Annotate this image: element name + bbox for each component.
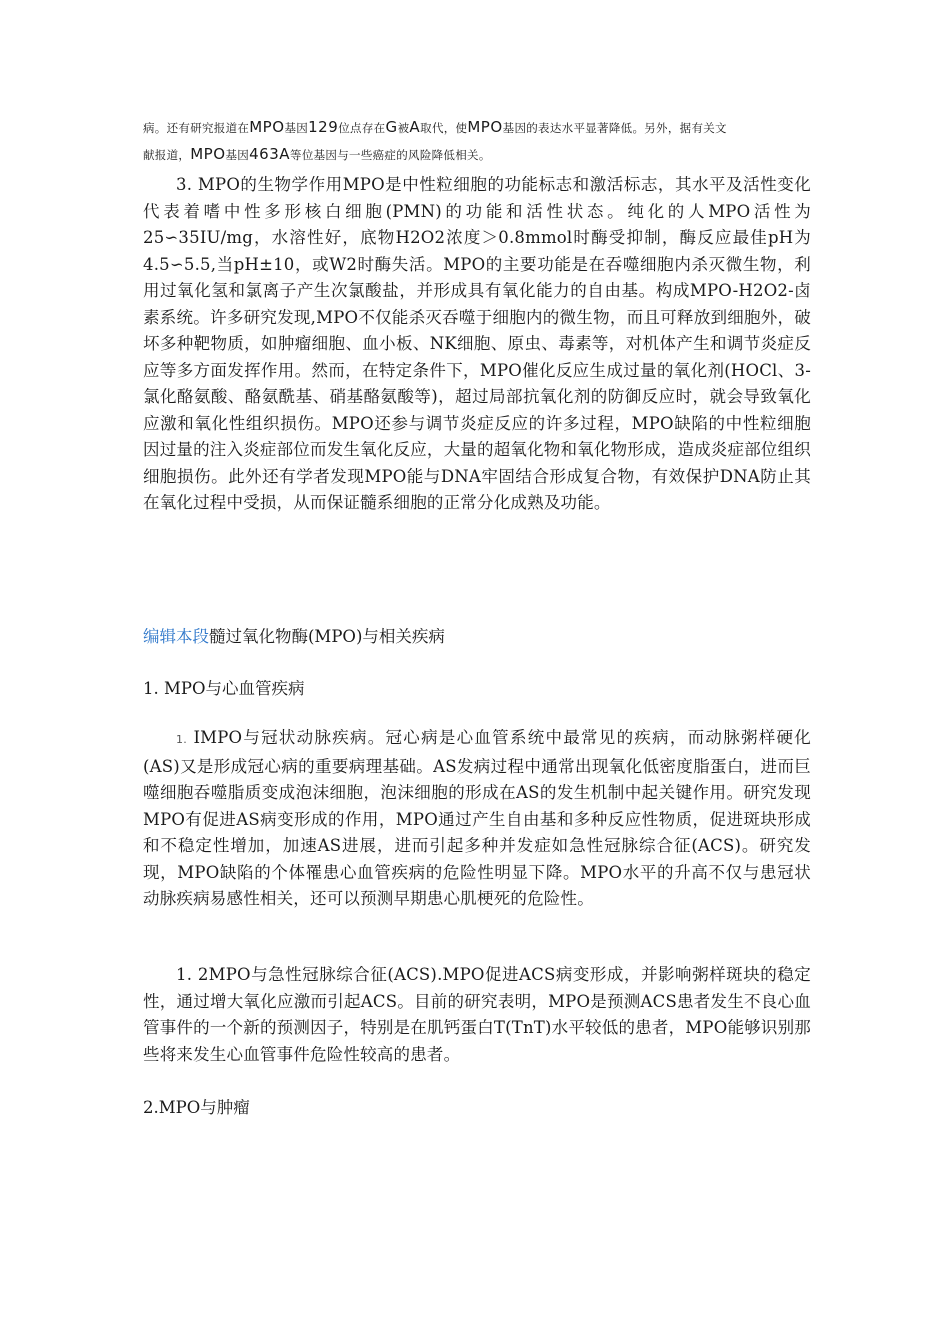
acs-paragraph: 1. 2MPO与急性冠脉综合征(ACS).MPO促进ACS病变形成，并影响粥样斑块的稳定性，通过增大氧化应激而引起ACS。目前的研究表明，MPO是预测ACS患者发生不良心血管事件的一个新的预测因子，特别是在肌钙蛋白T(TnT)水平较低的患者，MPO能够识别那些将来发生心血管事件危险性较高的患者。 xyxy=(143,965,811,1064)
intro-text: 基因的表达水平显著降低。另外，据有关文 xyxy=(502,121,727,135)
section-3-paragraph: 3. MPO的生物学作用MPO是中性粒细胞的功能标志和激活标志，其水平及活性变化代表着嗜中性多形核白细胞(PMN)的功能和活性状态。纯化的人MPO活性为25∽35IU/mg，水溶性好，底物H2O2浓度＞0.8mmol时酶受抑制，酶反应最佳pH为4.5∽5.5,当pH±10，或W2时酶失活。MPO的主要功能是在吞噬细胞内杀灭微生物，利用过氧化氢和氯离子产生次氯酸盐，并形成具有氧化能力的自由基。构成MPO-H2O2-卤素系统。许多研究发现,MPO不仅能杀灭吞噬于细胞内的微生物，而且可释放到细胞外，破坏多种靶物质，如肿瘤细胞、血小板、NK细胞、原虫、毒素等，对机体产生和调节炎症反应等多方面发挥作用。然而，在特定条件下，MPO催化反应生成过量的氧化剂(HOCl、3-氯化酪氨酸、酪氨酰基、硝基酪氨酸等)，超过局部抗氧化剂的防御反应时，就会导致氧化应激和氧化性组织损伤。MPO还参与调节炎症反应的许多过程，MPO缺陷的中性粒细胞因过量的注入炎症部位而发生氧化反应，大量的超氧化物和氧化物形成，造成炎症部位组织细胞损伤。此外还有学者发现MPO能与DNA牢固结合形成复合物，有效保护DNA防止其在氧化过程中受损，从而保证髓系细胞的正常分化成熟及功能。 xyxy=(143,175,811,512)
intro-text: 等位基因与一些癌症的风险降低相关。 xyxy=(290,148,491,162)
list-number: 1. xyxy=(176,733,187,746)
base-a: A xyxy=(409,118,421,136)
section-title: 髓过氧化物酶(MPO)与相关疾病 xyxy=(209,627,445,646)
section-heading xyxy=(143,624,445,650)
intro-text: 基因 xyxy=(284,121,309,135)
subheading-tumor: 2.MPO与肿瘤 xyxy=(143,1098,250,1117)
edit-section-link[interactable]: 编辑本段 xyxy=(143,627,209,646)
intro-text: 病。还有研究报道在 xyxy=(143,121,250,135)
intro-line-2 xyxy=(143,141,808,168)
locus-number: 129 xyxy=(308,118,339,136)
gene-name: MPO xyxy=(249,118,285,136)
intro-line-1 xyxy=(143,114,808,141)
cad-text: IMPO与冠状动脉疾病。冠心病是心血管系统中最常见的疾病，而动脉粥样硬化(AS)又是形成冠心病的重要病理基础。AS发病过程中通常出现氧化低密度脂蛋白，进而巨噬细胞吞噬脂质变成泡沫细胞，泡沫细胞的形成在AS的发生机制中起关键作用。研究发现MPO有促进AS病变形成的作用，MPO通过产生自由基和多种反应性物质，促进斑块形成和不稳定性增加，加速AS进展，进而引起多种并发症如急性冠脉综合征(ACS)。研究发现，MPO缺陷的个体罹患心血管疾病的危险性明显下降。MPO水平的升高不仅与患冠状动脉疾病易感性相关，还可以预测早期患心肌梗死的危险性。 xyxy=(143,728,811,908)
gene-name: MPO xyxy=(467,118,503,136)
intro-text: 基因 xyxy=(225,148,250,162)
allele-name: 463A xyxy=(249,145,291,163)
intro-paragraph xyxy=(143,114,808,168)
cad-paragraph xyxy=(143,725,811,913)
intro-text: 取代，使 xyxy=(420,121,468,135)
base-g: G xyxy=(385,118,398,136)
subheading-cardiovascular: 1. MPO与心血管疾病 xyxy=(143,679,305,698)
intro-text: 位点存在 xyxy=(338,121,386,135)
gene-name: MPO xyxy=(190,145,226,163)
intro-text: 被 xyxy=(397,121,410,135)
intro-text: 献报道， xyxy=(143,148,191,162)
